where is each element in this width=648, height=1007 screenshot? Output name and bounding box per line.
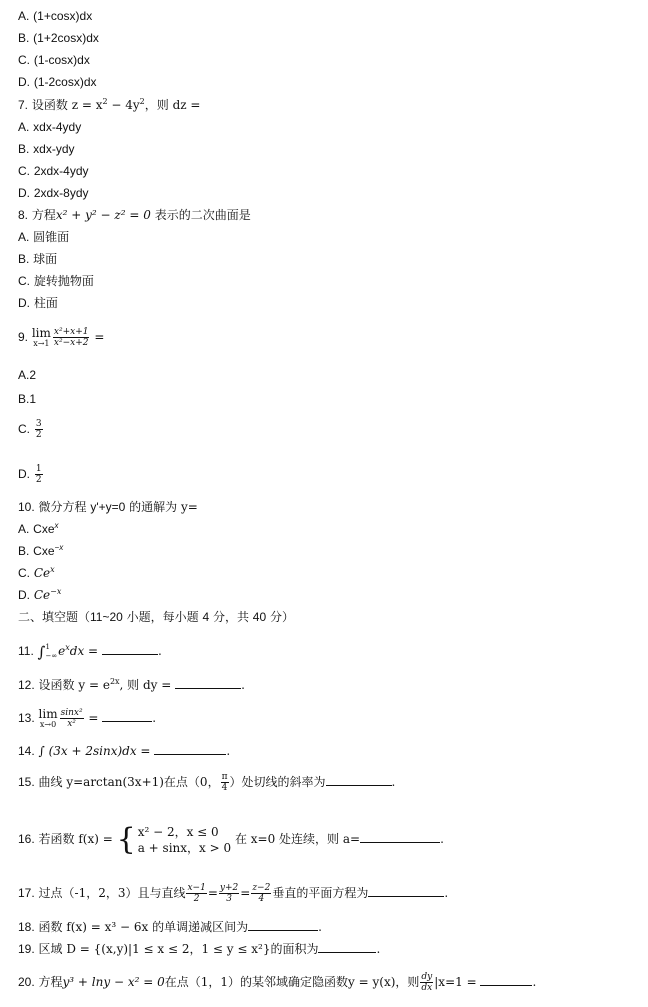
option-8d: D. 柱面 (18, 296, 58, 310)
option-10d: D. $Ce^{-x}$ (18, 587, 62, 602)
option-7b: B. xdx-ydy (18, 142, 75, 156)
answer-blank-16[interactable] (360, 832, 440, 843)
option-10a: A. Cxe$^x$ (18, 521, 59, 536)
answer-blank-13[interactable] (102, 711, 152, 722)
option-8a: A. 圆锥面 (18, 230, 70, 244)
question-7: 7. 设函数 $z = x^2 - 4y^2$，则 dz = (18, 97, 201, 112)
option-8c: C. 旋转抛物面 (18, 274, 94, 288)
answer-blank-18[interactable] (248, 920, 318, 931)
option-6a: A. (1+cosx)dx (18, 9, 93, 23)
integral-sign: ∫ (37, 643, 46, 661)
answer-blank-12[interactable] (175, 678, 241, 689)
question-20: 20. 方程y³ + lny − x² = 0在点（1，1）的某邻域确定隐函数y = y(x)，则 $\frac{dy}{dx}$ |x=1 = . (18, 972, 537, 993)
question-19: 19. 区域 D = {(x,y)|1 ≤ x ≤ 2，1 ≤ y ≤ x²}的面积为 . (18, 942, 381, 956)
option-7c: C. 2xdx-4ydy (18, 164, 89, 178)
question-8: 8. 方程x² + y² − z² = 0 表示的二次曲面是 (18, 208, 251, 222)
answer-blank-15[interactable] (326, 775, 392, 786)
question-17: 17. 过点（-1，2，3）且与直线 $\frac{x-1}{2}$ = $\frac{y+2}{3}$ = $\frac{z-2}{4}$ 垂直的平面方程为 . (18, 883, 449, 904)
fraction: $\frac{\text{x²+x+1}}{\text{x²−x+2}}$ (53, 327, 89, 348)
answer-blank-19[interactable] (318, 942, 376, 953)
question-12: 12. 设函数 $y = e^{2x}$, 则 dy = . (18, 677, 245, 692)
option-7a: A. xdx-4ydy (18, 120, 82, 134)
answer-blank-17[interactable] (368, 886, 444, 897)
option-9c: C. $\frac{3}{2}$ (18, 419, 42, 440)
answer-blank-11[interactable] (102, 644, 158, 655)
answer-blank-20[interactable] (480, 975, 532, 986)
question-18: 18. 函数 f(x) = x³ − 6x 的单调递减区间为 . (18, 920, 322, 934)
piecewise-function: { x² − 2，x ≤ 0 a + sinx，x > 0 (116, 821, 232, 857)
question-16: 16. 若函数 f(x) = { x² − 2，x ≤ 0 a + sinx，x > 0 在 x=0 处连续，则 a= . (18, 821, 444, 857)
option-6b: B. (1+2cosx)dx (18, 31, 99, 45)
option-10b: B. Cxe$^{-x}$ (18, 543, 64, 558)
option-8b: B. 球面 (18, 252, 58, 266)
option-9a: A.2 (18, 368, 37, 382)
question-10: 10. 微分方程 y'+y=0 的通解为 y= (18, 500, 198, 514)
question-13: 13. lim x→0 $\frac{\text{sinx²}}{\text{x²}}$ = . (18, 706, 157, 729)
section-heading: 二、填空题（11~20 小题，每小题 4 分，共 40 分） (18, 610, 294, 624)
limit-operator: lim x→1 (31, 325, 51, 348)
option-9d: D. $\frac{1}{2}$ (18, 464, 42, 485)
question-14: 14. ∫ (3x + 2sinx)dx = . (18, 744, 231, 758)
option-10c: C. Ce$^x$ (18, 565, 55, 580)
question-15: 15. 曲线 y=arctan(3x+1)在点（0， $\frac{\pi}{4}$ ）处切线的斜率为 . (18, 772, 396, 793)
option-6d: D. (1-2cosx)dx (18, 75, 97, 89)
option-7d: D. 2xdx-8ydy (18, 186, 89, 200)
option-9b: B.1 (18, 392, 37, 406)
question-11: 11. ∫ 1 −∞ $e^xdx$ = . (18, 642, 162, 661)
option-6c: C. (1-cosx)dx (18, 53, 90, 67)
question-9: 9. lim x→1 $\frac{\text{x²+x+1}}{\text{x²−x+2}}$ = (18, 325, 105, 348)
answer-blank-14[interactable] (154, 744, 226, 755)
